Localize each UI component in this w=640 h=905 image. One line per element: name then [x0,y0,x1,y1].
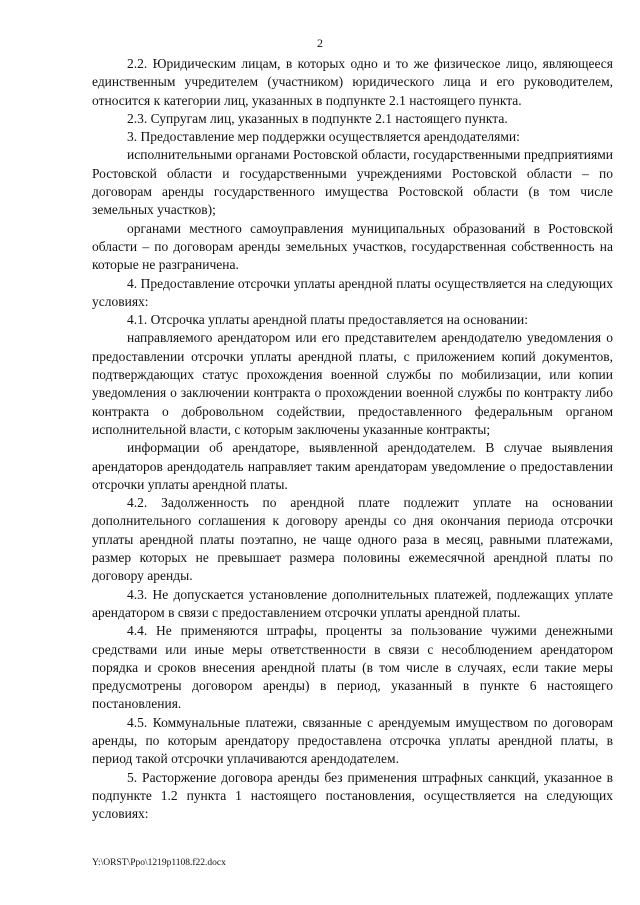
file-path-footer: Y:\ORST\Ppo\1219p1108.f22.docx [92,858,226,868]
paragraph-4-5: 4.5. Коммунальные платежи, связанные с арендуемым имуществом по договорам аренды, по которым арендатору предоставлена отсрочка уплаты арендной платы, в период такой отсрочки уплачиваются арендодателем. [92,714,613,767]
paragraph-4-2: 4.2. Задолженность по арендной плате подлежит уплате на основании дополнительного соглашения к договору аренды со дня окончания периода отсрочки уплаты арендной платы поэтапно, не чаще одного раза в месяц, равными платежами, размер которых не превышает размера половины ежемесячной арендной платы по договору аренды. [92,495,613,584]
paragraph-4-1-item-1: направляемого арендатором или его представителем арендодателю уведомления о предоставлении отсрочки уплаты арендной платы, с приложением копий документов, подтверждающих статус прохождения военной службы по мобилизации, или копии уведомления о заключении контракта о прохождении военной службы по контракту либо контракта о добровольном содействии, предоставленного федеральным органом исполнительной власти, с которым заключены указанные контракты; [92,330,613,437]
paragraph-2-2: 2.2. Юридическим лицам, в которых одно и то же физическое лицо, являющееся единственным учредителем (участником) юридического лица и его руководителем, относится к категории лиц, указанных в подпункте 2.1 настоящего пункта. [92,56,613,108]
paragraph-4-1: 4.1. Отсрочка уплаты арендной платы предоставляется на основании: [127,312,528,328]
paragraph-4-3: 4.3. Не допускается установление дополнительных платежей, подлежащих уплате арендатором в связи с предоставлением отсрочки уплаты арендной платы. [92,586,613,620]
paragraph-3-item-2: органами местного самоуправления муниципальных образований в Ростовской области – по договорам аренды земельных участков, государственная собственность на которые не разграничена. [92,220,613,273]
paragraph-3-item-1: исполнительными органами Ростовской области, государственными предприятиями Ростовской области и государственными учреждениями Ростовской области – по договорам аренды государственного имущества Ростовской области (в том числе земельных участков); [92,147,613,218]
paragraph-2-3: 2.3. Супругам лиц, указанных в подпункте 2.1 настоящего пункта. [127,110,508,126]
page-number: 2 [317,36,323,50]
paragraph-4-1-item-2: информации об арендаторе, выявленной арендодателем. В случае выявления арендаторов арендодатель направляет таким арендаторам уведомление о предоставлении отсрочки уплаты арендной платы. [92,440,613,492]
paragraph-4-4: 4.4. Не применяются штрафы, проценты за пользование чужими денежными средствами или иные меры ответственности в связи с несоблюдением арендатором порядка и сроков внесения арендной платы (в том числе в случаях, если такие меры предусмотрены договором аренды) в период, указанный в пункте 6 настоящего постановления. [92,623,613,712]
document-body [92,55,613,823]
paragraph-3: 3. Предоставление мер поддержки осуществляется арендодателями: [127,129,520,145]
paragraph-4: 4. Предоставление отсрочки уплаты арендной платы осуществляется на следующих условиях: [92,275,613,309]
paragraph-5: 5. Расторжение договора аренды без применения штрафных санкций, указанное в подпункте 1.2 пункта 1 настоящего постановления, осуществляется на следующих условиях: [92,769,613,822]
